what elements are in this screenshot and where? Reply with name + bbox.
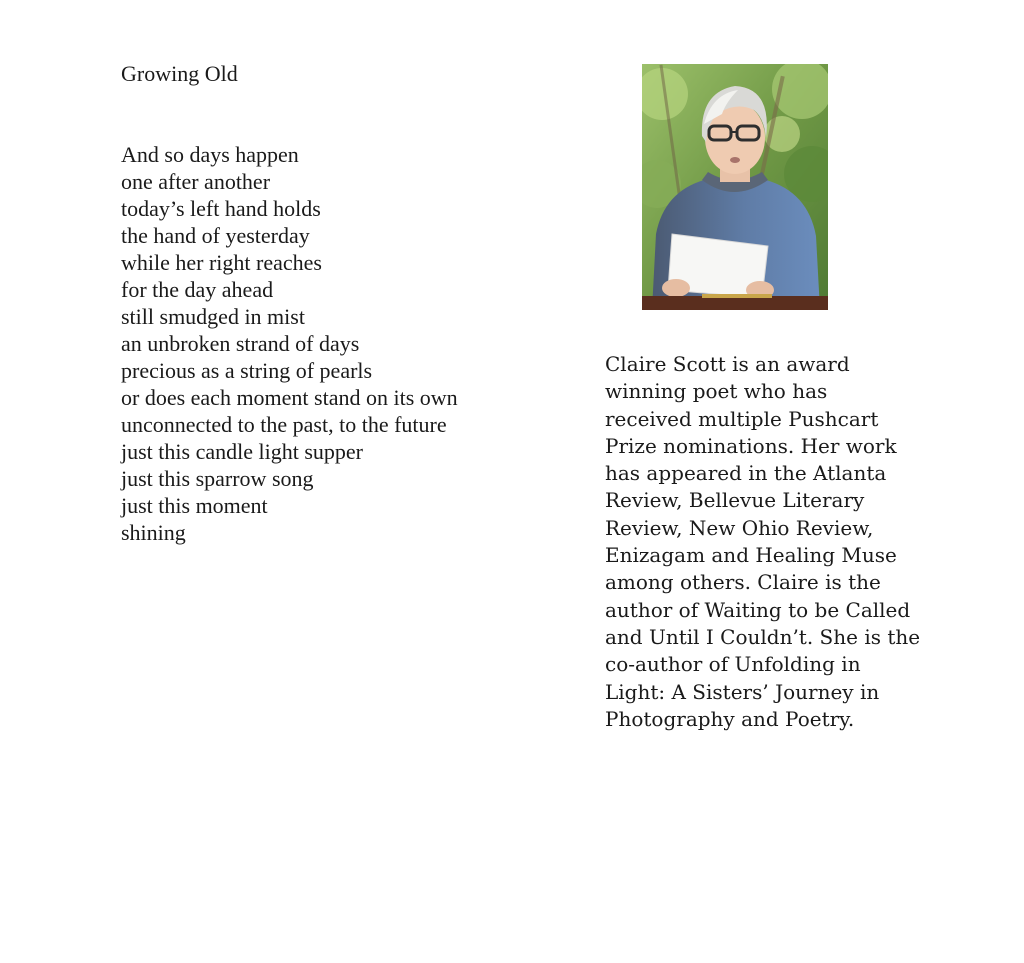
bio-line: and Until I Couldn’t. She is the (605, 624, 921, 649)
bio-line: Enizagam and Healing Muse (605, 543, 897, 568)
poem-line: while her right reaches (121, 250, 322, 275)
poem-line: And so days happen (121, 142, 299, 167)
bio-line: Light: A Sisters’ Journey in (605, 679, 880, 704)
poem-title: Growing Old (121, 61, 238, 86)
author-photo (642, 64, 828, 310)
bio-line: Prize nominations. Her work (605, 433, 897, 458)
bio-line: winning poet who has (605, 379, 828, 404)
poem-line: still smudged in mist (121, 304, 305, 329)
poem-line: just this candle light supper (121, 439, 363, 464)
poem-line: for the day ahead (121, 277, 274, 302)
poem-line: shining (121, 520, 186, 545)
poem-line: one after another (121, 169, 271, 194)
bio-line: has appeared in the Atlanta (605, 461, 887, 486)
poem-line: unconnected to the past, to the future (121, 412, 447, 437)
author-bio (605, 351, 925, 733)
bio-line: received multiple Pushcart (605, 406, 879, 431)
poem-line: today’s left hand holds (121, 196, 321, 221)
bio-line: Review, New Ohio Review, (605, 515, 874, 540)
bio-line: among others. Claire is the (605, 570, 881, 595)
poem-line: precious as a string of pearls (121, 358, 373, 383)
poem-line: an unbroken strand of days (121, 331, 360, 356)
bio-line: Review, Bellevue Literary (605, 488, 865, 513)
poem-body (121, 141, 458, 546)
poem-line: just this sparrow song (121, 466, 314, 491)
poem-line: just this moment (121, 493, 268, 518)
bio-line: Claire Scott is an award (605, 352, 850, 376)
poem-line: the hand of yesterday (121, 223, 310, 248)
poem-line: or does each moment stand on its own (121, 385, 458, 410)
bio-line: co-author of Unfolding in (605, 652, 861, 677)
bio-line: author of Waiting to be Called (605, 597, 911, 622)
bio-line: Photography and Poetry. (605, 706, 855, 731)
